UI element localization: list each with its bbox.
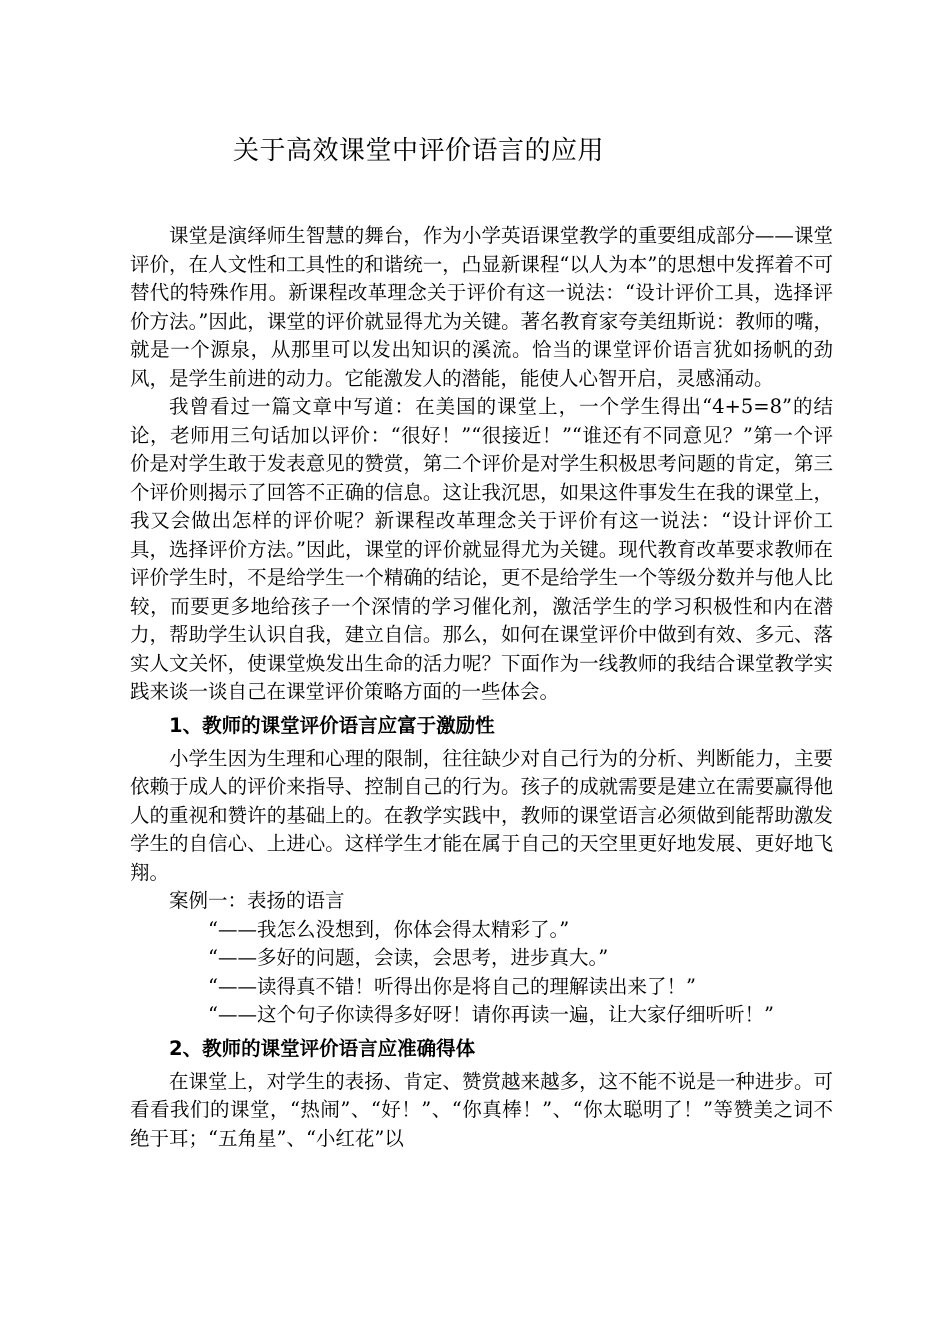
praise-quote-4: “——这个句子你读得多好呀！请你再读一遍，让大家仔细听听！” xyxy=(208,1003,774,1026)
praise-quote-3: “——读得真不错！听得出你是将自己的理解读出来了！” xyxy=(208,974,696,998)
praise-quote-2: “——多好的问题，会读，会思考，进步真大。” xyxy=(208,946,609,969)
section-heading-1: 1、教师的课堂评价语言应富于激励性 xyxy=(169,713,495,737)
document-title: 关于高效课堂中评价语言的应用 xyxy=(233,136,605,166)
document-body xyxy=(130,222,833,1153)
paragraph-section-2: 在课堂上，对学生的表扬、肯定、赞赏越来越多，这不能不说是一种进步。可看看我们的课堂，“热闹”、“好！”、“你真棒！”、“你太聪明了！”等赞美之词不绝于耳；“五角星”、“小红花”以 xyxy=(130,1069,833,1150)
paragraph-story: 我曾看过一篇文章中写道：在美国的课堂上，一个学生得出“4+5=8”的结论，老师用三句话加以评价：“很好！”“很接近！”“谁还有不同意见？”第一个评价是对学生敢于发表意见的赞赏，第二个评价是对学生积极思考问题的肯定，第三个评价则揭示了回答不正确的信息。这让我沉思，如果这件事发生在我的课堂上，我又会做出怎样的评价呢？新课程改革理念关于评价有这一说法：“设计评价工具，选择评价方法。”因此，课堂的评价就显得尤为关键。现代教育改革要求教师在评价学生时，不是给学生一个精确的结论，更不是给学生一个等级分数并与他人比较，而要更多地给孩子一个深情的学习催化剂，激活学生的学习积极性和内在潜力，帮助学生认识自我，建立自信。那么，如何在课堂评价中做到有效、多元、落实人文关怀，使课堂焕发出生命的活力呢？下面作为一线教师的我结合课堂教学实践来谈一谈自己在课堂评价策略方面的一些体会。 xyxy=(130,395,833,703)
case-label: 案例一：表扬的语言 xyxy=(169,889,345,912)
paragraph-section-1: 小学生因为生理和心理的限制，往往缺少对自己行为的分析、判断能力，主要依赖于成人的评价来指导、控制自己的行为。孩子的成就需要是建立在需要赢得他人的重视和赞许的基础上的。在教学实践中，教师的课堂语言必须做到能帮助激发学生的自信心、上进心。这样学生才能在属于自己的天空里更好地发展、更好地飞翔。 xyxy=(130,746,833,884)
section-heading-2: 2、教师的课堂评价语言应准确得体 xyxy=(169,1036,476,1060)
praise-quote-1: “——我怎么没想到，你体会得太精彩了。” xyxy=(208,917,570,941)
paragraph-intro: 课堂是演绎师生智慧的舞台，作为小学英语课堂教学的重要组成部分——课堂评价，在人文性和工具性的和谐统一，凸显新课程“以人为本”的思想中发挥着不可替代的特殊作用。新课程改革理念关于评价有这一说法：“设计评价工具，选择评价方法。”因此，课堂的评价就显得尤为关键。著名教育家夸美纽斯说：教师的嘴，就是一个源泉，从那里可以发出知识的溪流。恰当的课堂评价语言犹如扬帆的劲风，是学生前进的动力。它能激发人的潜能，能使人心智开启，灵感涌动。 xyxy=(130,224,833,390)
